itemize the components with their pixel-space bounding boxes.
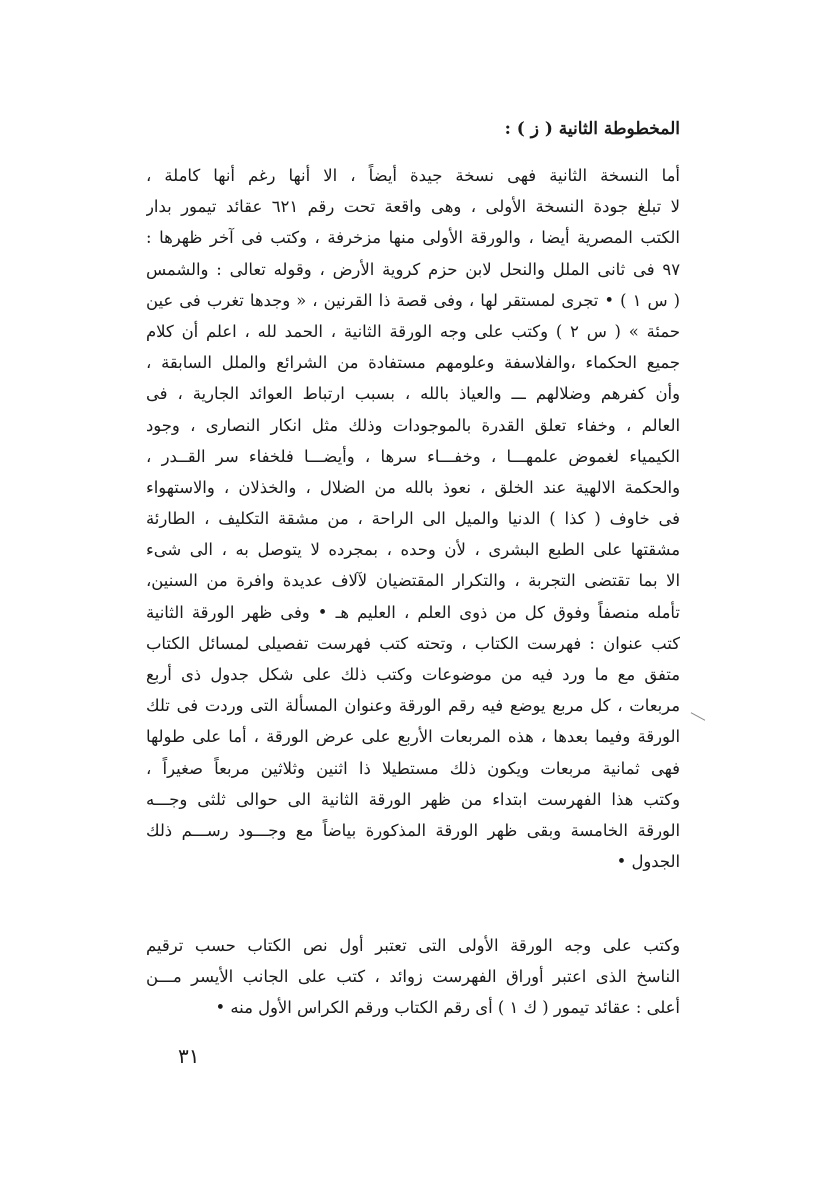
margin-mark bbox=[691, 712, 706, 720]
text-line: مربعات ، كل مربع يوضع فيه رقم الورقة وعنوان المسألة التى وردت فى تلك bbox=[146, 696, 680, 716]
text-line: العالم ، وخفاء تعلق القدرة بالموجودات وذلك مثل انكار النصارى ، وجود bbox=[146, 415, 680, 435]
text-line: فهى ثمانية مربعات ويكون ذلك مستطيلا ذا اثنين وثلاثين مربعاً صغيراً ، bbox=[146, 758, 680, 778]
text-line: والحكمة الالهية عند الخلق ، نعوذ بالله من الضلال ، والخذلان ، والاستهواء bbox=[146, 477, 680, 497]
text-line: مشقتها على الطبع البشرى ، لأن وحده ، بمجرده لا يتوصل به ، الى شىء bbox=[146, 540, 680, 560]
text-line: الورقة وفيما بعدها ، هذه المربعات الأربع على عرض الورقة ، أما على طولها bbox=[146, 727, 680, 747]
text-line: الجدول • bbox=[616, 852, 680, 872]
text-line: الكتب المصرية أيضا ، والورقة الأولى منها مزخرفة ، وكتب فى آخر ظهرها : bbox=[146, 228, 680, 248]
text-line: الكيمياء لغموض علمهـــا ، وخفـــاء سرها ، وأيضـــا فلخفاء سر القــدر ، bbox=[146, 446, 680, 466]
text-line: أما النسخة الثانية فهى نسخة جيدة أيضاً ، الا أنها رغم أنها كاملة ، bbox=[146, 166, 680, 185]
text-line: لا تبلغ جودة النسخة الأولى ، وهى واقعة تحت رقم ٦٢١ عقائد تيمور بدار bbox=[146, 197, 680, 217]
text-line: جميع الحكماء ،والفلاسفة وعلومهم مستفادة من الشرائع والملل السابقة ، bbox=[146, 353, 680, 373]
text-line: فى خاوف ( كذا ) الدنيا والميل الى الراحة ، من مشقة التكليف ، الطارئة bbox=[146, 509, 680, 529]
text-line: أعلى : عقائد تيمور ( ك ١ ) أى رقم الكتاب ورقم الكراس الأول منه • bbox=[215, 998, 680, 1018]
text-line: وكتب على وجه الورقة الأولى التى تعتبر أول نص الكتاب حسب ترقيم bbox=[146, 936, 680, 955]
text-line: الورقة الخامسة وبقى ظهر الورقة المذكورة بياضاً مع وجـــود رســـم ذلك bbox=[146, 820, 680, 840]
text-line: تأمله منصفاً وفوق كل من ذوى العلم ، العليم هـ • وفى ظهر الورقة الثانية bbox=[146, 602, 680, 622]
text-line: الناسخ الذى اعتبر أوراق الفهرست زوائد ، كتب على الجانب الأيسر مـــن bbox=[146, 967, 680, 987]
text-line: وكتب هذا الفهرست ابتداء من ظهر الورقة الثانية الى حوالى ثلثى وجـــه bbox=[146, 789, 680, 809]
text-line: متفق مع ما ورد فيه من موضوعات وكتب ذلك على شكل جدول ذى أربع bbox=[146, 665, 680, 684]
section-heading: المخطوطة الثانية ( ز ) : bbox=[504, 119, 680, 139]
text-line: ( س ١ ) • تجرى لمستقر لها ، وفى قصة ذا القرنين ، « وجدها تغرب فى عين bbox=[146, 290, 680, 310]
paragraph-2 bbox=[146, 930, 680, 1024]
text-line: كتب عنوان : فهرست الكتاب ، وتحته كتب فهرست تفصيلى لمسائل الكتاب bbox=[146, 633, 680, 653]
text-line: الا بما تقتضى التجربة ، والتكرار المقتضيان لآلاف عديدة وافرة من السنين، bbox=[146, 571, 680, 591]
paragraph-1 bbox=[146, 160, 680, 877]
text-line: حمئة » ( س ٢ ) وكتب على وجه الورقة الثانية ، الحمد لله ، اعلم أن كلام bbox=[146, 321, 680, 341]
page-number: ٣١ bbox=[178, 1044, 200, 1068]
text-line: ٩٧ فى ثانى الملل والنحل لابن حزم كروية الأرض ، وقوله تعالى : والشمس bbox=[146, 259, 680, 279]
text-line: وأن كفرهم وضلالهم ـــ والعياذ بالله ، بسبب ارتباط العوائد الجارية ، فى bbox=[146, 384, 680, 404]
